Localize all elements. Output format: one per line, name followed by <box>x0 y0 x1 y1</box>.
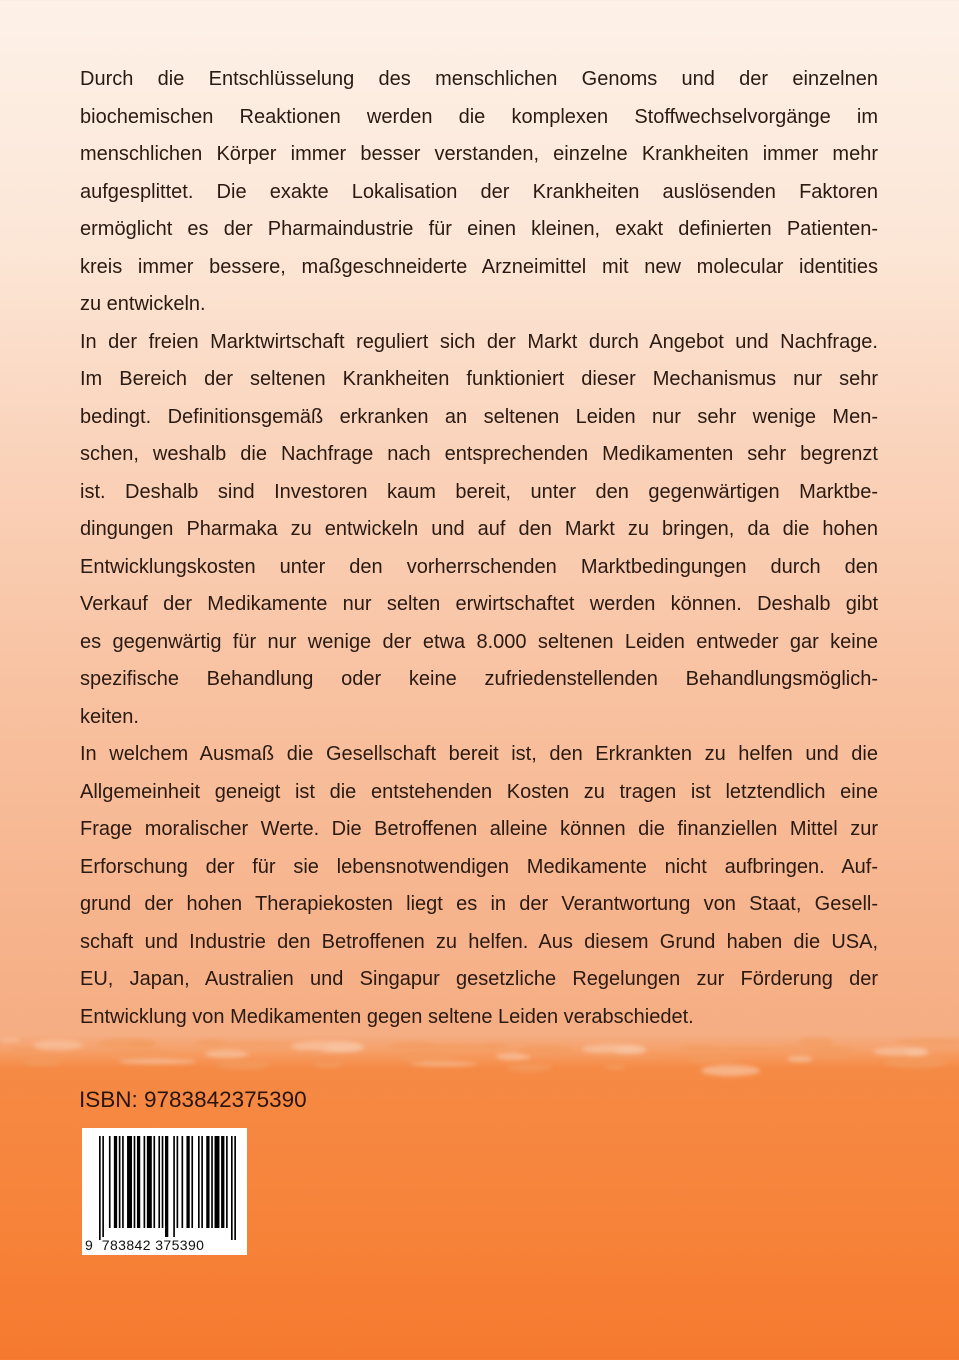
barcode-group-2: 375390 <box>155 1237 205 1253</box>
text-line: zu entwickeln. <box>80 293 206 315</box>
text-line: In der freien Marktwirtschaft reguliert sich der Markt durch Angebot und Nachfrage. <box>80 330 878 353</box>
text-line: keiten. <box>80 705 139 728</box>
cloud-blot <box>313 1061 344 1068</box>
cloud-blot <box>798 1038 834 1046</box>
cloud-blot <box>485 1043 510 1048</box>
cloud-blot <box>130 1041 157 1048</box>
barcode-first-digit: 9 <box>85 1237 94 1253</box>
cloud-blot <box>906 1049 929 1056</box>
text-line: menschlichen Körper immer besser verstanden, einzelne Krankheiten immer mehr <box>80 143 878 165</box>
barcode-bar <box>162 1136 164 1228</box>
cloud-blot <box>604 1064 626 1070</box>
cloud-blot <box>324 1043 365 1052</box>
cloud-blot <box>22 1058 62 1066</box>
barcode-bar <box>147 1136 152 1228</box>
text-line: Im Bereich der seltenen Krankheiten funktioniert dieser Mechanismus nur sehr <box>80 368 878 390</box>
cloud-blot <box>690 1055 739 1064</box>
barcode-bar <box>215 1136 220 1228</box>
barcode-bar <box>234 1136 236 1240</box>
cloud-blot <box>615 1046 647 1054</box>
barcode-bar <box>119 1136 121 1228</box>
text-line: grund der hohen Therapiekosten liegt es in der Verantwortung von Staat, Gesell- <box>80 893 878 915</box>
barcode-bar <box>231 1136 233 1240</box>
text-line: EU, Japan, Australien und Singapur gesetzliche Regelungen zur Förderung der <box>80 968 878 990</box>
cloud-blot <box>776 1046 852 1050</box>
isbn-barcode <box>82 1128 247 1255</box>
barcode-bar <box>158 1136 160 1228</box>
barcode-bar <box>221 1136 224 1228</box>
barcode-bar <box>134 1136 136 1228</box>
barcode-bar <box>206 1136 209 1228</box>
barcode-bar <box>99 1136 101 1240</box>
cloud-blot <box>679 1045 718 1052</box>
barcode-group-1: 783842 <box>101 1237 151 1253</box>
cloud-blot <box>895 1039 959 1044</box>
barcode-bar <box>182 1136 184 1228</box>
cloud-blot <box>33 1040 83 1050</box>
text-line: es gegenwärtig für nur wenige der etwa 8.000 seltenen Leiden entweder gar keine <box>80 630 878 653</box>
cloud-blot <box>712 1047 781 1052</box>
barcode-bar <box>201 1136 203 1228</box>
barcode-bar <box>153 1136 155 1228</box>
barcode-bar <box>102 1136 104 1240</box>
cloud-blot <box>593 1054 665 1058</box>
cloud-blot <box>388 1042 436 1050</box>
text-line: spezifische Behandlung oder keine zufriedenstellenden Behandlungsmöglich- <box>80 668 878 690</box>
text-line: Durch die Entschlüsselung des menschlichen Genoms und der einzelnen <box>80 68 878 90</box>
cloud-blot <box>216 1060 270 1070</box>
cloud-blot <box>97 1039 154 1048</box>
barcode-bar <box>186 1136 189 1228</box>
cloud-blot <box>701 1065 760 1076</box>
text-line: Verkauf der Medikamente nur selten erwirtschaftet werden können. Deshalb gibt <box>80 593 878 615</box>
cloud-blot <box>119 1059 196 1064</box>
text-line: aufgesplittet. Die exakte Lokalisation der Krankheiten auslösenden Faktoren <box>80 180 878 203</box>
cloud-blot <box>518 1045 573 1056</box>
cloud-blot <box>194 1040 228 1046</box>
barcode-bar <box>177 1136 179 1228</box>
cloud-blot <box>227 1042 291 1046</box>
cloud-blot <box>205 1050 249 1058</box>
barcode-bar <box>211 1136 213 1228</box>
text-line: dingungen Pharmaka zu entwickeln und auf den Markt zu bringen, da die hohen <box>80 518 878 540</box>
cloud-blot <box>809 1048 855 1058</box>
cloud-blot <box>507 1063 552 1072</box>
barcode-bar <box>122 1136 124 1228</box>
text-line: Frage moralischer Werte. Die Betroffenen alleine können die finanziellen Mittel zur <box>80 818 878 840</box>
barcode-bar <box>127 1136 132 1228</box>
cloud-blot <box>582 1044 644 1054</box>
barcode-bar <box>165 1136 168 1240</box>
cloud-blot <box>0 1038 20 1042</box>
isbn-label: ISBN: 9783842375390 <box>79 1087 307 1112</box>
barcode-bars <box>99 1136 239 1240</box>
barcode-bar <box>109 1136 111 1228</box>
text-line: biochemischen Reaktionen werden die komplexen Stoffwechselvorgänge im <box>80 105 878 128</box>
barcode-bar <box>144 1136 146 1228</box>
text-line: Erforschung der für sie lebensnotwendigen Medikamente nicht aufbringen. Auf- <box>80 855 878 878</box>
text-line: ist. Deshalb sind Investoren kaum bereit, unter den gegenwärtigen Marktbe- <box>80 480 878 503</box>
text-line: In welchem Ausmaß die Gesellschaft bereit ist, den Erkrankten zu helfen und die <box>80 743 878 765</box>
cloud-edge-decoration <box>0 1030 959 1075</box>
cloud-blot <box>291 1041 362 1052</box>
cloud-blot <box>410 1062 478 1066</box>
text-line: ermöglicht es der Pharmaindustrie für einen kleinen, exakt definierten Patienten- <box>80 218 878 240</box>
barcode-bar <box>226 1136 228 1228</box>
cloud-blot <box>302 1051 323 1056</box>
cloud-blot <box>884 1057 947 1068</box>
barcode-bar <box>114 1136 117 1228</box>
cloud-blot <box>787 1056 813 1062</box>
text-line: Entwicklungskosten unter den vorherrschenden Marktbedingungen durch den <box>80 555 878 578</box>
cloud-blot <box>873 1047 926 1056</box>
cloud-blot <box>421 1044 499 1050</box>
barcode-digits <box>85 1237 204 1253</box>
cloud-blot <box>11 1048 41 1054</box>
barcode-bar <box>173 1136 175 1240</box>
barcode-bar <box>191 1136 193 1228</box>
text-line: kreis immer bessere, maßgeschneiderte Arzneimittel mit new molecular identities <box>80 255 878 278</box>
cloud-blot <box>496 1053 531 1060</box>
text-line: schen, weshalb die Nachfrage nach entsprechenden Medikamenten sehr begrenzt <box>80 443 878 465</box>
text-line: schaft und Industrie den Betroffenen zu helfen. Aus diesem Grund haben die USA, <box>80 930 878 953</box>
text-line: bedingt. Definitionsgemäß erkranken an seltenen Leiden nur sehr wenige Men- <box>80 405 878 428</box>
back-cover-text <box>80 61 878 1036</box>
cloud-blot <box>399 1052 457 1062</box>
barcode-bar <box>198 1136 200 1228</box>
barcode-bar <box>137 1136 140 1228</box>
text-line: Entwicklung von Medikamenten gegen seltene Leiden verabschiedet. <box>80 1005 694 1028</box>
cloud-blot <box>108 1049 175 1060</box>
text-line: Allgemeinheit geneigt ist die entstehenden Kosten zu tragen ist letztendlich eine <box>80 780 878 803</box>
